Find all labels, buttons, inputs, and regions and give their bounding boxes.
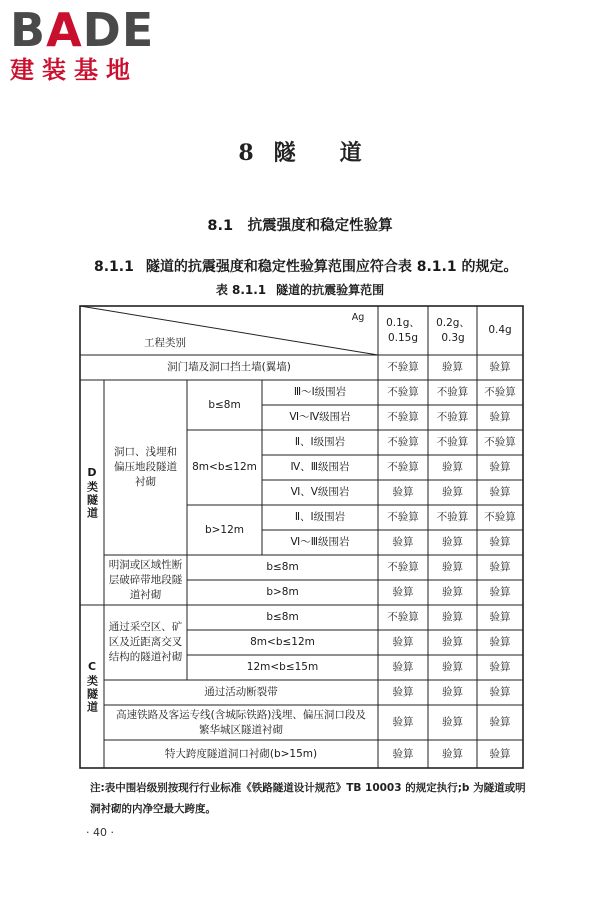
category-header: 工程类别 — [144, 336, 186, 349]
cell: 验算 — [489, 586, 511, 598]
cell: 验算 — [442, 486, 463, 498]
rock-grade: Ⅱ、Ⅰ级围岩 — [294, 511, 346, 523]
cell: 验算 — [392, 661, 414, 673]
cell: 不验算 — [387, 361, 419, 373]
cell: 验算 — [392, 586, 414, 598]
section-heading: 8.1 抗震强度和稳定性验算 — [207, 218, 393, 234]
rock-grade: Ⅱ、Ⅰ级围岩 — [294, 436, 346, 448]
rock-grade: Ⅵ～Ⅲ级围岩 — [290, 536, 350, 548]
cell: 验算 — [442, 586, 463, 598]
cell: 验算 — [489, 636, 511, 648]
d-group2-label: 明洞或区域性断层破碎带地段隧道衬砌 — [108, 558, 183, 601]
cell: 验算 — [489, 747, 511, 760]
cell: 验算 — [392, 486, 414, 498]
cell: 验算 — [442, 716, 463, 728]
col-header-3: 0.4g — [488, 324, 512, 336]
cell: 验算 — [392, 686, 414, 698]
hsr-label: 高速铁路及客运专线(含城际铁路)浅埋、偏压洞口段及繁华城区隧道衬砌 — [116, 708, 366, 736]
cell: 验算 — [442, 661, 463, 673]
col-header-1: 0.1g、0.15g — [386, 316, 420, 344]
cell: 不验算 — [436, 411, 469, 423]
cell: 验算 — [442, 747, 463, 760]
cell: 不验算 — [436, 386, 469, 398]
cell: 不验算 — [484, 436, 516, 448]
cell: 验算 — [489, 461, 511, 473]
cell: 不验算 — [387, 436, 419, 448]
ag-header: Ag — [351, 311, 365, 323]
clause-text: 隧道的抗震强度和稳定性验算范围应符合表 8.1.1 的规定。 — [145, 259, 518, 275]
chapter-number: 8 — [238, 140, 254, 166]
span-label: b≤8m — [266, 561, 299, 573]
cell: 验算 — [442, 561, 463, 573]
d-class-label: D类隧道 — [85, 465, 99, 520]
col-header-2: 0.2g、0.3g — [436, 316, 470, 344]
cell: 不验算 — [387, 386, 419, 398]
row-portal-label: 洞门墙及洞口挡土墙(翼墙) — [167, 361, 291, 373]
logo-subtitle: 建装基地 — [10, 56, 138, 84]
span-label: b>8m — [266, 586, 299, 598]
clause-number: 8.1.1 — [94, 259, 134, 275]
span-label: 8m<b≤12m — [250, 636, 315, 648]
cell: 验算 — [489, 536, 511, 548]
cell: 验算 — [489, 716, 511, 728]
cell: 不验算 — [484, 386, 516, 398]
rock-grade: Ⅵ、Ⅴ级围岩 — [290, 486, 350, 498]
cell: 验算 — [442, 636, 463, 648]
cell: 验算 — [442, 361, 463, 373]
cell: 验算 — [442, 461, 463, 473]
cell: 不验算 — [387, 461, 419, 473]
cell: 验算 — [442, 536, 463, 548]
c-group1-label: 通过采空区、矿区及近距离交叉结构的隧道衬砌 — [108, 621, 183, 663]
span-label: b≤8m — [208, 398, 241, 411]
cell: 验算 — [392, 747, 414, 760]
cell: 验算 — [489, 611, 511, 623]
cell: 验算 — [392, 716, 414, 728]
cell: 验算 — [489, 486, 511, 498]
span-label: b>12m — [204, 523, 245, 536]
d-group1-label: 洞口、浅埋和偏压地段隧道衬砌 — [114, 446, 177, 488]
cell: 不验算 — [436, 436, 469, 448]
cell: 验算 — [442, 686, 463, 698]
rock-grade: Ⅵ～Ⅳ级围岩 — [289, 411, 351, 423]
cell: 不验算 — [484, 511, 516, 523]
table-caption: 表 8.1.1 隧道的抗震验算范围 — [215, 283, 385, 297]
chapter-title: 隧 道 — [273, 140, 362, 166]
cell: 不验算 — [387, 411, 419, 423]
cell: 验算 — [489, 661, 511, 673]
cell: 不验算 — [387, 561, 419, 573]
rock-grade: Ⅲ～Ⅰ级围岩 — [293, 386, 347, 398]
cell: 验算 — [392, 636, 414, 648]
fault-zone-label: 通过活动断裂带 — [204, 686, 278, 698]
cell: 不验算 — [387, 611, 419, 623]
cell: 验算 — [442, 611, 463, 623]
table-note: 注:表中围岩级别按现行行业标准《铁路隧道设计规范》TB 10003 的规定执行;b 为隧道或明洞衬砌的内净空最大跨度。 — [90, 782, 526, 815]
span-label: 12m<b≤15m — [246, 661, 319, 673]
span-label: b≤8m — [266, 611, 299, 623]
c-class-label: C类隧道 — [85, 659, 99, 714]
rock-grade: Ⅳ、Ⅲ级围岩 — [290, 461, 350, 473]
cell: 不验算 — [387, 511, 419, 523]
cell: 验算 — [489, 361, 511, 373]
cell: 验算 — [392, 536, 414, 548]
logo-wordmark: BADE — [10, 3, 155, 57]
cell: 不验算 — [436, 511, 469, 523]
page-number: · 40 · — [86, 826, 114, 839]
large-span-label: 特大跨度隧道洞口衬砌(b>15m) — [164, 747, 318, 760]
cell: 验算 — [489, 686, 511, 698]
cell: 验算 — [489, 411, 511, 423]
span-label: 8m<b≤12m — [192, 461, 257, 473]
cell: 验算 — [489, 561, 511, 573]
